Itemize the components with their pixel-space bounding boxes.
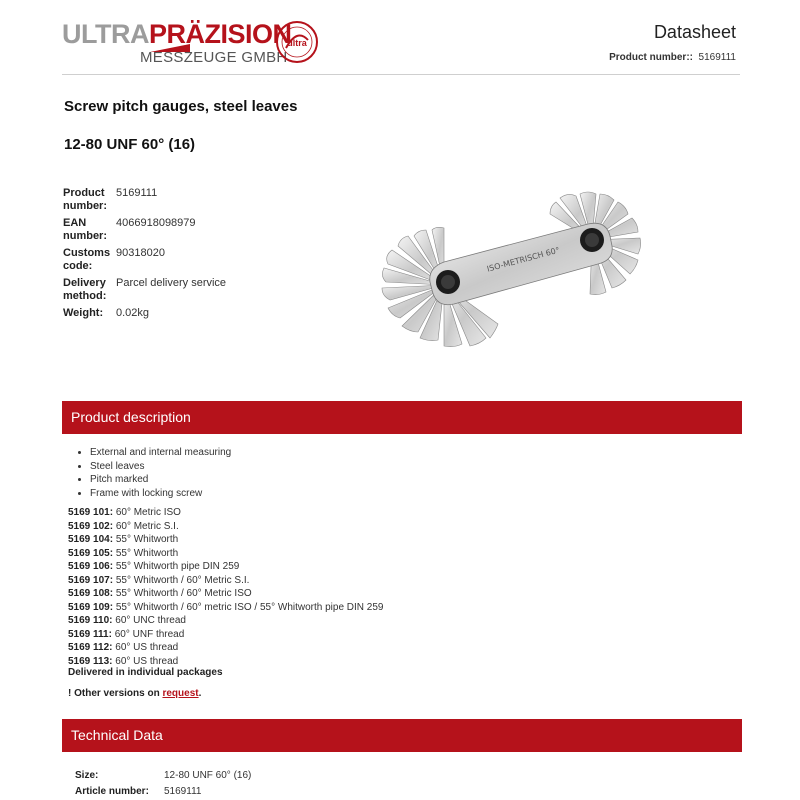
spec-value: 4066918098979 — [116, 217, 196, 229]
feature-list — [78, 446, 231, 500]
tech-value: 12-80 UNF 60° (16) — [164, 770, 252, 781]
spec-row — [63, 187, 226, 213]
logo-subtitle: MESSZEUGE GMBH — [140, 49, 288, 66]
product-image — [374, 190, 668, 376]
spec-row — [63, 277, 226, 303]
brand-logo — [62, 18, 324, 70]
header-divider — [62, 74, 740, 75]
other-versions-note: ! Other versions on request. — [68, 688, 202, 699]
request-link[interactable]: request — [162, 688, 199, 699]
spec-table — [63, 187, 226, 324]
spec-label: EAN number: — [63, 217, 107, 242]
logo-wordmark: ULTRAPRÄZISION — [62, 19, 292, 49]
variant-row: 5169 107: 55° Whitworth / 60° Metric S.I. — [68, 574, 250, 586]
variant-row: 5169 113: 60° US thread — [68, 655, 179, 667]
product-description-header: Product description — [62, 401, 742, 434]
variant-row: 5169 105: 55° Whitworth — [68, 547, 179, 559]
spec-value: 90318020 — [116, 247, 165, 259]
tech-label: Article number: — [75, 786, 149, 797]
spec-row — [63, 247, 226, 273]
spec-label: Weight: — [63, 307, 104, 319]
variant-row: 5169 101: 60° Metric ISO — [68, 507, 181, 518]
header-product-number-label: Product number:: — [609, 52, 693, 63]
variant-row: 5169 109: 55° Whitworth / 60° metric ISO / 55° Whitworth pipe DIN 259 — [68, 601, 384, 613]
tech-value: 5169111 — [164, 786, 202, 797]
tech-label: Size: — [75, 770, 99, 781]
product-title: Screw pitch gauges, steel leaves — [64, 98, 298, 115]
spec-row — [63, 307, 226, 320]
technical-data-header: Technical Data — [62, 719, 742, 752]
table-row — [75, 784, 251, 800]
spec-label: Customs code: — [63, 247, 111, 272]
spec-value: 0.02kg — [116, 307, 150, 319]
list-item: • External and internal measuring — [90, 446, 231, 460]
spec-label: Delivery method: — [63, 277, 107, 302]
spec-value: Parcel delivery service — [116, 277, 227, 289]
header-product-number — [609, 52, 736, 63]
technical-table — [75, 768, 251, 800]
spec-label: Product number: — [63, 187, 107, 212]
variant-row: 5169 104: 55° Whitworth — [68, 534, 179, 545]
variant-row: 5169 110: 60° UNC thread — [68, 615, 186, 626]
spec-row — [63, 217, 226, 243]
variant-row: 5169 112: 60° US thread — [68, 642, 179, 653]
list-item: • Frame with locking screw — [90, 487, 231, 501]
header-product-number-value: 5169111 — [698, 52, 736, 63]
svg-text:ultra: ultra — [287, 38, 307, 48]
product-subtitle: 12-80 UNF 60° (16) — [64, 136, 196, 153]
table-row — [75, 768, 251, 784]
variant-row: 5169 108: 55° Whitworth / 60° Metric ISO — [68, 588, 252, 599]
frame-engraving: ISO-METRISCH 60° — [485, 245, 561, 274]
variant-row: 5169 102: 60° Metric S.I. — [68, 520, 179, 532]
datasheet-title: Datasheet — [653, 22, 736, 42]
variant-list — [68, 506, 383, 668]
brand-seal-icon — [275, 20, 319, 64]
delivery-note: Delivered in individual packages — [68, 667, 223, 678]
list-item: • Steel leaves — [90, 460, 231, 474]
list-item: • Pitch marked — [90, 473, 231, 487]
variant-row: 5169 106: 55° Whitworth pipe DIN 259 — [68, 561, 240, 572]
variant-row: 5169 111: 60° UNF thread — [68, 628, 185, 640]
spec-value: 5169111 — [116, 187, 158, 199]
